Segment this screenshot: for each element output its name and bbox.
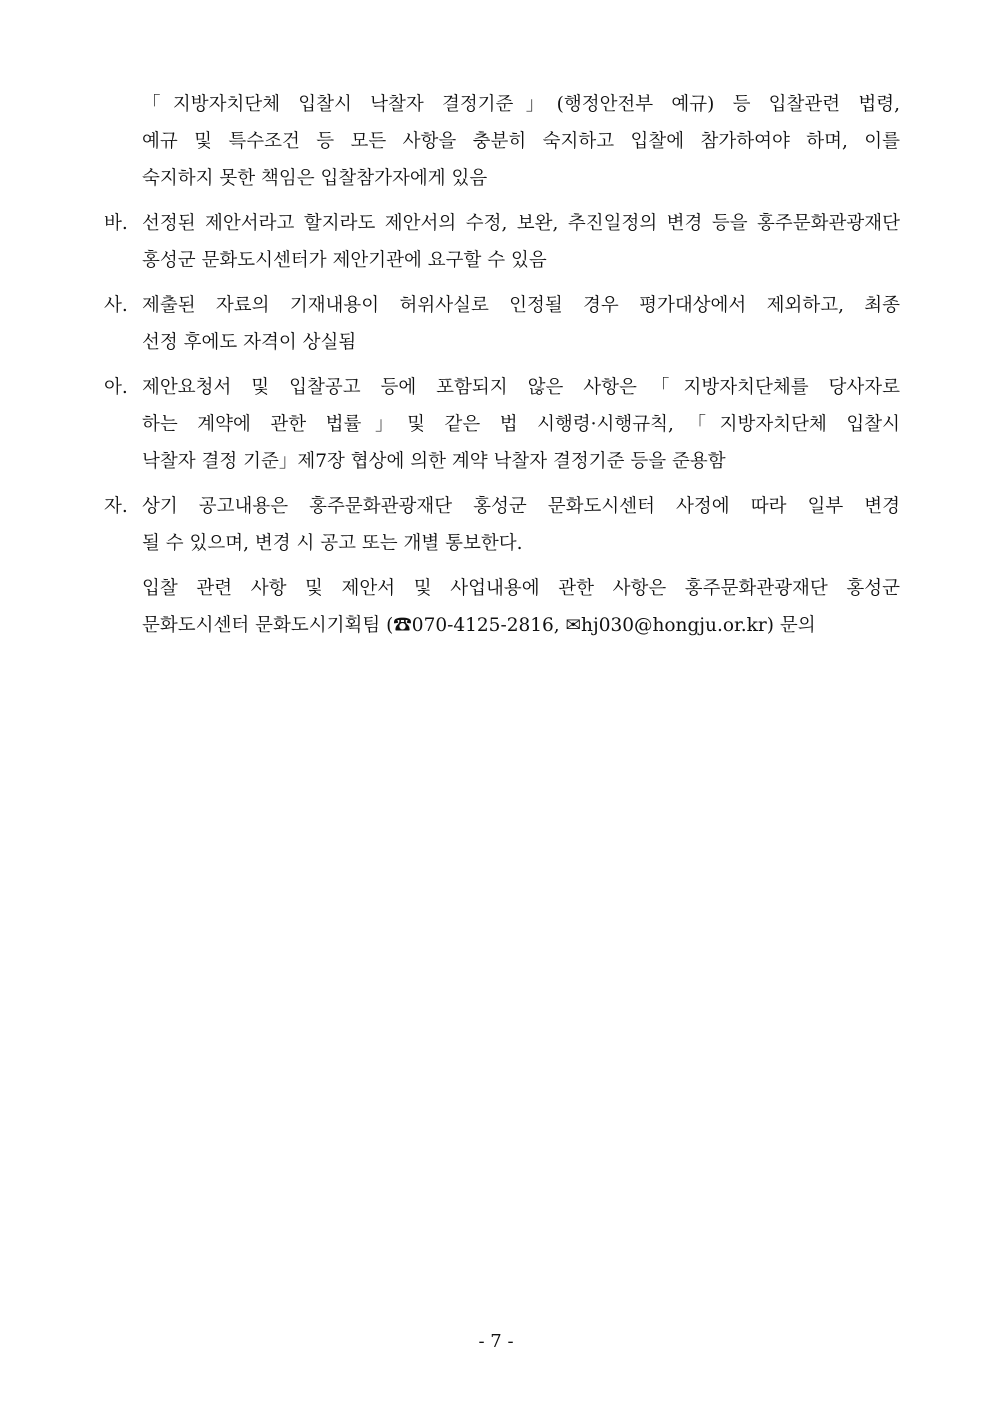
text-line: 입찰 관련 사항 및 제안서 및 사업내용에 관한 사항은 홍주문화관광재단 홍성군	[142, 578, 900, 599]
text-line: 숙지하지 못한 책임은 입찰참가자에게 있음	[142, 168, 488, 189]
text-line: 「지방자치단체 입찰시 낙찰자 결정기준」(행정안전부 예규) 등 입찰관련 법령,	[142, 94, 900, 115]
list-item-sa	[104, 287, 900, 361]
page-number: - 7 -	[478, 1331, 514, 1352]
document-body	[104, 86, 900, 644]
list-item-ba	[104, 205, 900, 279]
text-line: 홍성군 문화도시센터가 제안기관에 요구할 수 있음	[142, 250, 547, 271]
list-marker: 아.	[104, 377, 128, 398]
text-line: 하는 계약에 관한 법률」및 같은 법 시행령·시행규칙,「지방자치단체 입찰시	[142, 414, 900, 435]
list-item-a	[104, 369, 900, 480]
text-line: 될 수 있으며, 변경 시 공고 또는 개별 통보한다.	[142, 533, 523, 554]
text-line: 낙찰자 결정 기준」제7장 협상에 의한 계약 낙찰자 결정기준 등을 준용함	[142, 451, 726, 472]
list-marker: 바.	[104, 213, 128, 234]
text-line: 예규 및 특수조건 등 모든 사항을 충분히 숙지하고 입찰에 참가하여야 하며, 이를	[142, 131, 900, 152]
text-line: 상기 공고내용은 홍주문화관광재단 홍성군 문화도시센터 사정에 따라 일부 변경	[142, 496, 900, 517]
text-line: 선정된 제안서라고 할지라도 제안서의 수정, 보완, 추진일정의 변경 등을 홍주문화관광재단	[142, 213, 900, 234]
text-line: 선정 후에도 자격이 상실됨	[142, 332, 357, 353]
text-line: 제출된 자료의 기재내용이 허위사실로 인정될 경우 평가대상에서 제외하고, 최종	[142, 295, 900, 316]
contact-paragraph	[104, 570, 900, 644]
list-marker: 사.	[104, 295, 128, 316]
list-item-ja	[104, 488, 900, 562]
text-line: 제안요청서 및 입찰공고 등에 포함되지 않은 사항은「지방자치단체를 당사자로	[142, 377, 900, 398]
list-marker: 자.	[104, 496, 128, 517]
text-line: 문화도시센터 문화도시기획팀 (☎070-4125-2816, ✉hj030@hongju.or.kr) 문의	[142, 615, 816, 636]
continuation-paragraph	[104, 86, 900, 197]
